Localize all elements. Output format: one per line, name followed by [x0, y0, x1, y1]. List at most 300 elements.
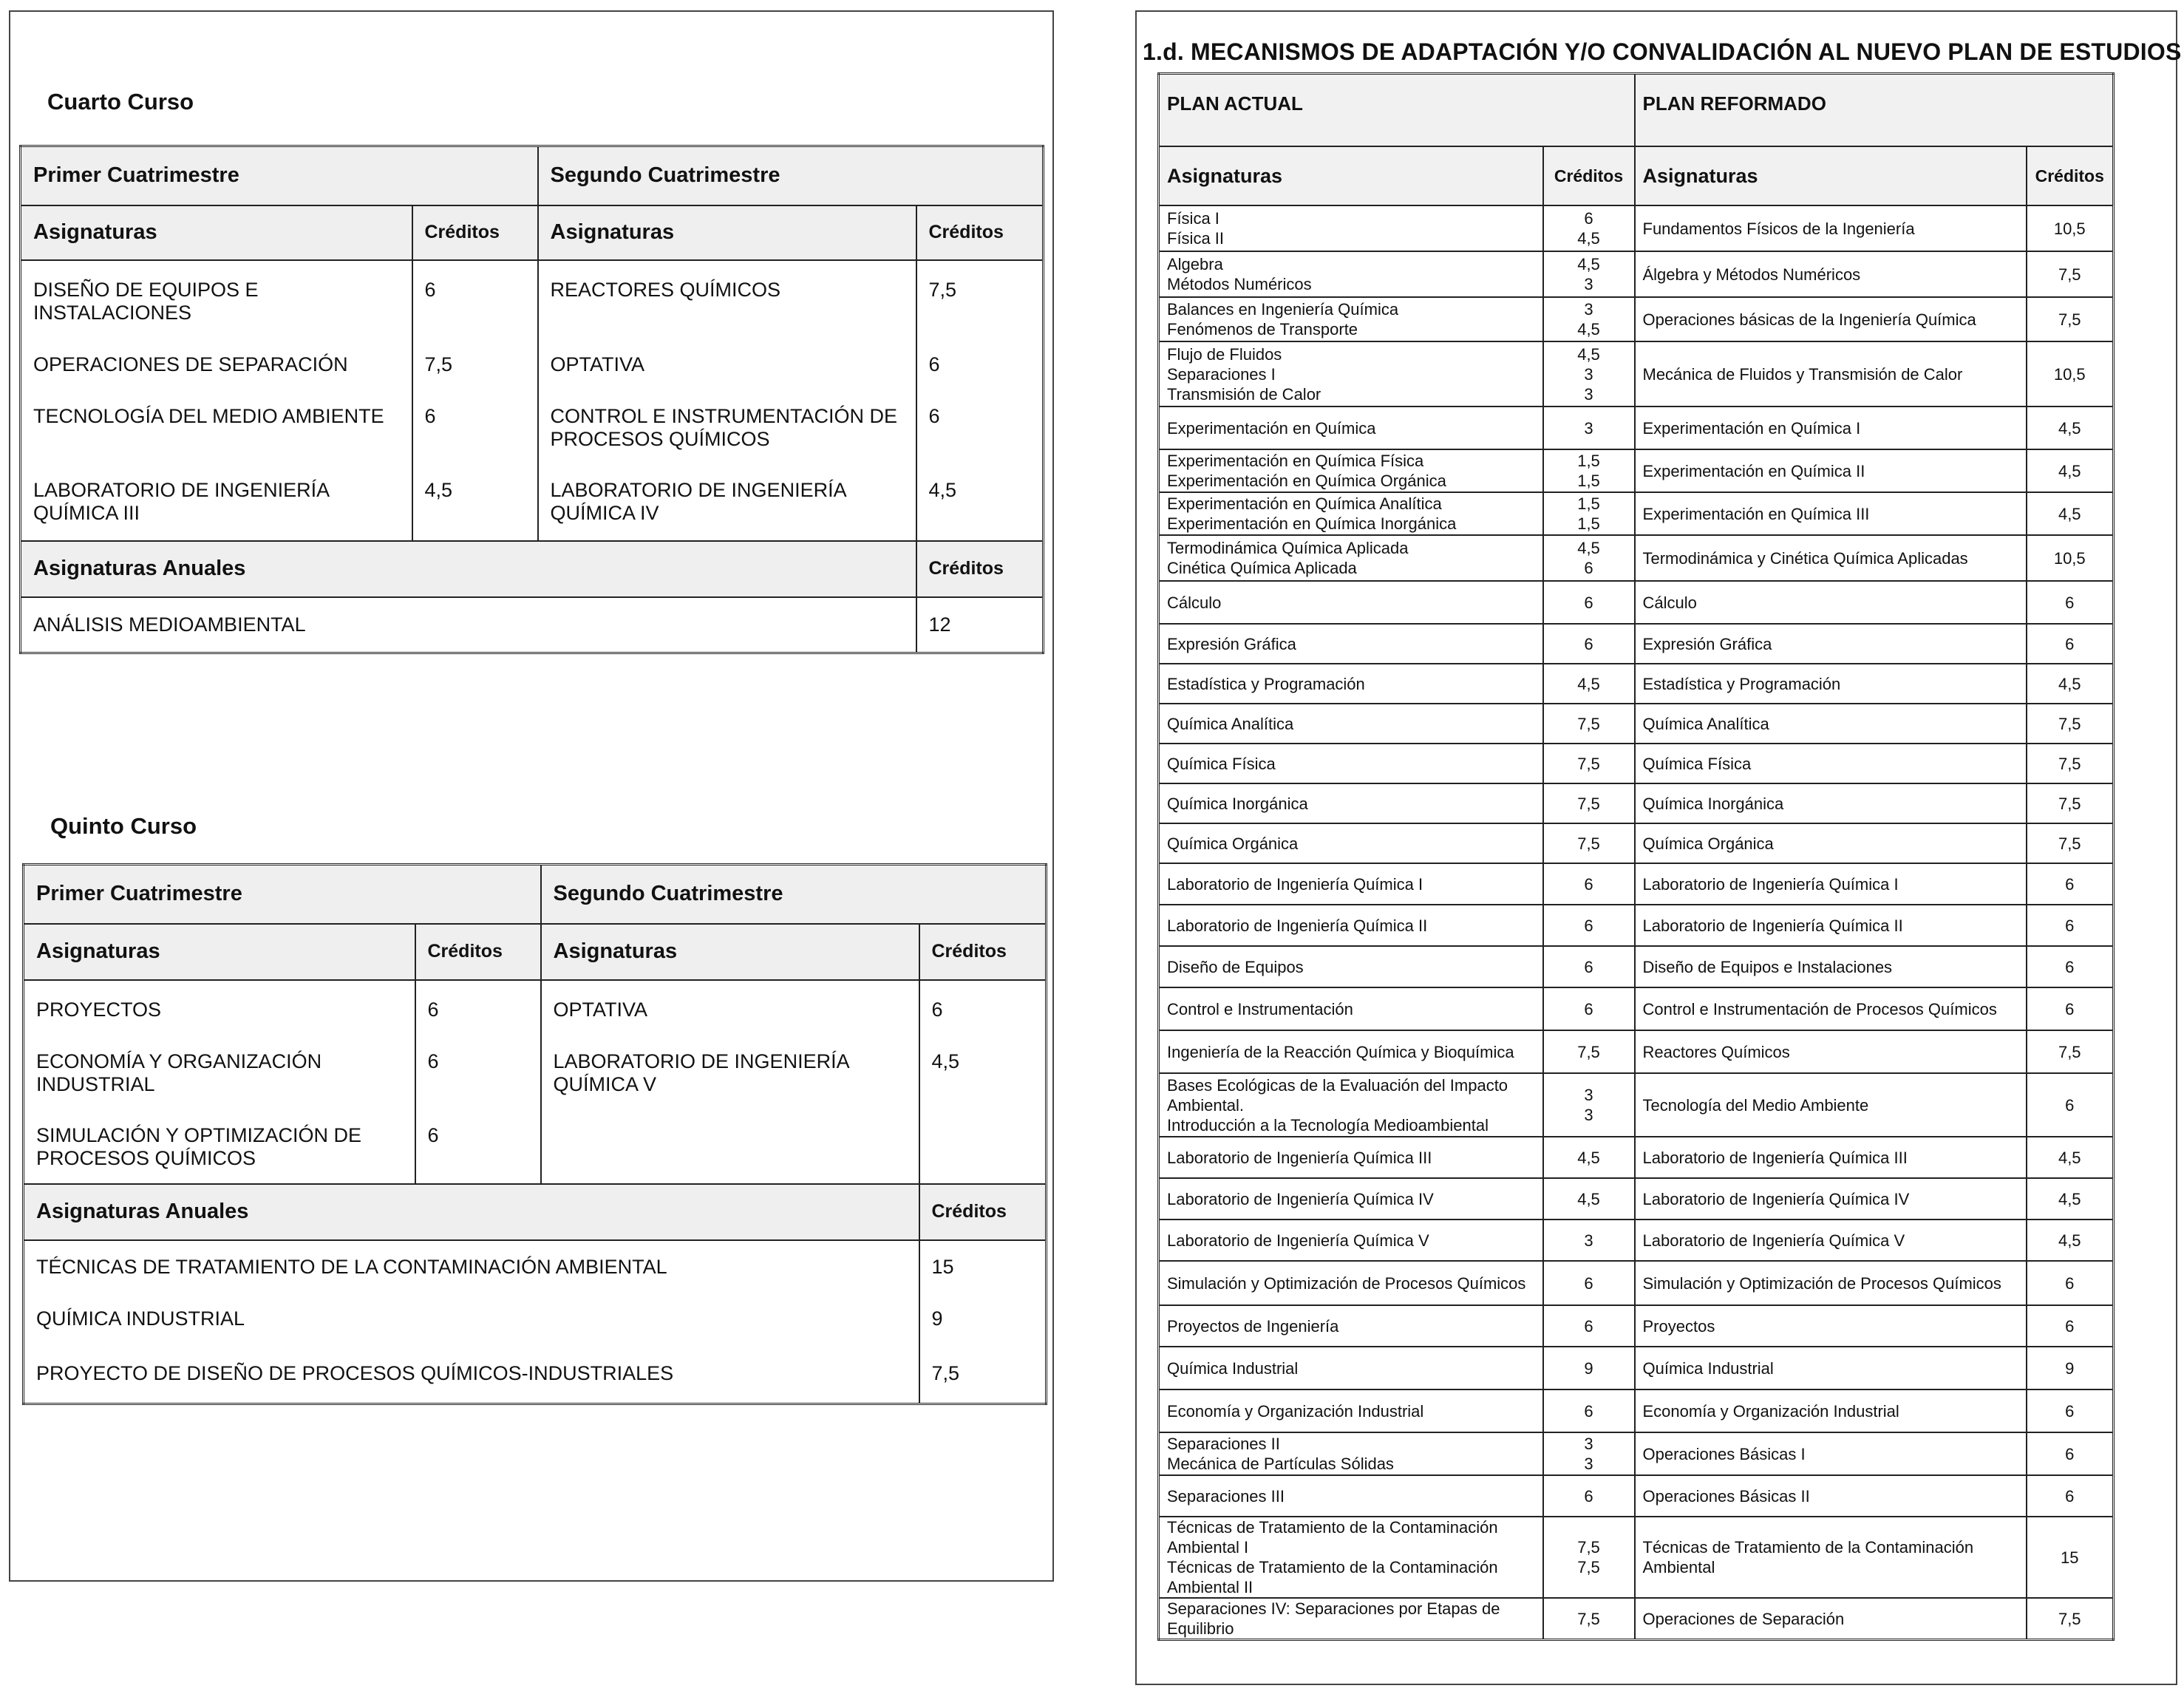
plan-actual-subject: Termodinámica Química Aplicada: [1167, 539, 1409, 557]
plan-actual-credit: 3: [1584, 364, 1593, 384]
plan-actual-subject: Mecánica de Partículas Sólidas: [1167, 1455, 1394, 1473]
plan-reformado-credits: 4,5: [2027, 407, 2114, 449]
plan-actual-credits: [1543, 1178, 1635, 1220]
plan-reformado-subject: Termodinámica y Cinética Química Aplicadas: [1635, 535, 2027, 581]
plan-actual-credit: 3: [1584, 1086, 1593, 1104]
plan-reformado-subject: Laboratorio de Ingeniería Química II: [1635, 905, 2027, 946]
adaptacion-row: [1159, 744, 2114, 783]
plan-actual-credits: [1543, 1598, 1635, 1640]
plan-actual-subject: Bases Ecológicas de la Evaluación del Impacto Ambiental.: [1167, 1075, 1508, 1115]
plan-actual-credits: [1543, 946, 1635, 987]
plan-actual-subjects: [1159, 1475, 1543, 1517]
plan-reformado-subject: Química Analítica: [1635, 704, 2027, 744]
plan-reformado-subject: Diseño de Equipos e Instalaciones: [1635, 946, 2027, 987]
adaptacion-row: [1159, 946, 2114, 987]
plan-actual-subject: Diseño de Equipos: [1167, 957, 1304, 976]
plan-reformado-subject: Expresión Gráfica: [1635, 624, 2027, 664]
segundo-subjects: [538, 260, 916, 541]
adaptacion-row: [1159, 1261, 2114, 1305]
plan-reformado-credits: 7,5: [2027, 783, 2114, 823]
plan-actual-subject: Técnicas de Tratamiento de la Contaminación Ambiental II: [1167, 1558, 1498, 1596]
plan-reformado-credits: 7,5: [2027, 823, 2114, 863]
subject-name: ECONOMÍA Y ORGANIZACIÓN INDUSTRIAL: [36, 1050, 322, 1095]
plan-actual-subjects: [1159, 905, 1543, 946]
plan-actual-subject: Experimentación en Química: [1167, 418, 1376, 438]
plan-reformado-subject: Operaciones básicas de la Ingeniería Química: [1635, 297, 2027, 341]
plan-actual-credit: 6: [1584, 957, 1593, 976]
plan-actual-credits: [1543, 1389, 1635, 1432]
plan-actual-credits: [1543, 449, 1635, 492]
plan-actual-credit: 7,5: [1577, 1609, 1600, 1628]
plan-actual-credits: [1543, 987, 1635, 1030]
plan-reformado-subject: Simulación y Optimización de Procesos Químicos: [1635, 1261, 2027, 1305]
plan-reformado-subject: Control e Instrumentación de Procesos Químicos: [1635, 987, 2027, 1030]
adaptacion-row: [1159, 1305, 2114, 1347]
plan-actual-credits: [1543, 407, 1635, 449]
plan-actual-credit: 3: [1584, 418, 1593, 438]
plan-reformado-subject: Experimentación en Química I: [1635, 407, 2027, 449]
subject-credits: 6: [424, 278, 436, 301]
plan-actual-subjects: [1159, 1261, 1543, 1305]
primer-subjects: [21, 260, 412, 541]
quinto-curso-title: Quinto Curso: [50, 813, 197, 839]
plan-reformado-subject: Proyectos: [1635, 1305, 2027, 1347]
plan-actual-subjects: [1159, 581, 1543, 624]
plan-actual-credit: 4,5: [1577, 539, 1600, 557]
subject-name: LABORATORIO DE INGENIERÍA QUÍMICA IV: [550, 478, 846, 524]
creditos-header: Créditos: [919, 1184, 1047, 1240]
plan-reformado-subject: Laboratorio de Ingeniería Química IV: [1635, 1178, 2027, 1220]
plan-actual-subject: Separaciones III: [1167, 1486, 1285, 1506]
creditos-header: Créditos: [916, 541, 1044, 597]
plan-reformado-credits: 6: [2027, 581, 2114, 624]
segundo-credits: [916, 260, 1044, 541]
asignaturas-anuales-header: Asignaturas Anuales: [24, 1184, 919, 1240]
plan-actual-credits: [1543, 297, 1635, 341]
plan-actual-subjects: [1159, 535, 1543, 581]
plan-actual-subjects: [1159, 1389, 1543, 1432]
segundo-credits: [919, 980, 1047, 1184]
plan-actual-subjects: [1159, 1030, 1543, 1073]
annual-subject-name: ANÁLISIS MEDIOAMBIENTAL: [21, 597, 916, 653]
plan-actual-credit: 6: [1584, 209, 1593, 228]
plan-actual-credit: 1,5: [1577, 472, 1600, 490]
subject-name: OPTATIVA: [553, 998, 648, 1021]
asignaturas-header: Asignaturas: [24, 924, 415, 980]
plan-actual-subject: Técnicas de Tratamiento de la Contaminación Ambiental I: [1167, 1518, 1498, 1557]
plan-reformado-subject: Cálculo: [1635, 581, 2027, 624]
adaptacion-row: [1159, 1598, 2114, 1640]
cuarto-curso-title: Cuarto Curso: [47, 89, 194, 115]
plan-actual-credits: [1543, 863, 1635, 905]
plan-actual-credits: [1543, 1432, 1635, 1475]
asignaturas-anuales-header: Asignaturas Anuales: [21, 541, 916, 597]
asignaturas-header: Asignaturas: [21, 205, 412, 260]
plan-reformado-credits: 4,5: [2027, 1178, 2114, 1220]
plan-reformado-credits: 10,5: [2027, 205, 2114, 251]
plan-actual-subjects: [1159, 1347, 1543, 1389]
plan-actual-subject: Simulación y Optimización de Procesos Químicos: [1167, 1273, 1526, 1293]
adaptacion-row: [1159, 1517, 2114, 1598]
plan-actual-credit: 9: [1584, 1358, 1593, 1378]
subjects-row: [21, 260, 1044, 541]
plan-actual-subject: Laboratorio de Ingeniería Química II: [1167, 916, 1428, 935]
adaptacion-row: [1159, 1073, 2114, 1137]
plan-actual-subjects: [1159, 1598, 1543, 1640]
plan-reformado-credits: 6: [2027, 1432, 2114, 1475]
plan-actual-subjects: [1159, 624, 1543, 664]
plan-reformado-credits: 9: [2027, 1347, 2114, 1389]
plan-reformado-subject: Laboratorio de Ingeniería Química III: [1635, 1137, 2027, 1178]
plan-actual-subject: Experimentación en Química Orgánica: [1167, 472, 1446, 490]
creditos-header: Créditos: [415, 924, 541, 980]
plan-actual-credit: 3: [1584, 300, 1593, 319]
segundo-subjects: [541, 980, 919, 1184]
plan-reformado-subject: Laboratorio de Ingeniería Química I: [1635, 863, 2027, 905]
creditos-header: Créditos: [916, 205, 1044, 260]
adaptacion-row: [1159, 407, 2114, 449]
subject-name: DISEÑO DE EQUIPOS E INSTALACIONES: [33, 278, 259, 324]
plan-actual-subject: Separaciones I: [1167, 364, 1276, 384]
plan-actual-subjects: [1159, 863, 1543, 905]
plan-reformado-credits: 6: [2027, 905, 2114, 946]
plan-actual-credit: 6: [1584, 593, 1593, 612]
plan-actual-subjects: [1159, 1073, 1543, 1137]
plan-actual-credits: [1543, 1475, 1635, 1517]
adaptacion-row: [1159, 624, 2114, 664]
subject-name: LABORATORIO DE INGENIERÍA QUÍMICA V: [553, 1050, 849, 1095]
plan-reformado-credits: 6: [2027, 987, 2114, 1030]
plan-actual-credit: 7,5: [1577, 1558, 1600, 1576]
plan-reformado-subject: Experimentación en Química II: [1635, 449, 2027, 492]
creditos-header: Créditos: [412, 205, 538, 260]
plan-actual-credit: 4,5: [1577, 320, 1600, 339]
plan-reformado-subject: Reactores Químicos: [1635, 1030, 2027, 1073]
adaptacion-body: [1159, 205, 2114, 1640]
primer-cuatrimestre-header: Primer Cuatrimestre: [24, 865, 541, 924]
plan-actual-subjects: [1159, 492, 1543, 535]
plan-actual-subject: Experimentación en Química Física: [1167, 452, 1424, 470]
plan-reformado-subject: Química Inorgánica: [1635, 783, 2027, 823]
annual-subject-name: TÉCNICAS DE TRATAMIENTO DE LA CONTAMINACIÓN AMBIENTAL: [24, 1240, 919, 1293]
plan-actual-credit: 6: [1584, 559, 1593, 577]
plan-actual-credits: [1543, 664, 1635, 704]
plan-actual-credit: 4,5: [1577, 674, 1600, 693]
plan-actual-credits: [1543, 341, 1635, 407]
plan-actual-subjects: [1159, 1220, 1543, 1261]
adaptacion-row: [1159, 1432, 2114, 1475]
plan-actual-credits: [1543, 535, 1635, 581]
plan-actual-subjects: [1159, 251, 1543, 297]
plan-reformado-credits: 7,5: [2027, 704, 2114, 744]
quinto-curso-table: [22, 863, 1047, 1405]
plan-actual-credit: 3: [1584, 275, 1593, 293]
creditos-header: Créditos: [2027, 146, 2114, 205]
plan-actual-subjects: [1159, 1432, 1543, 1475]
adaptacion-row: [1159, 905, 2114, 946]
adaptacion-row: [1159, 987, 2114, 1030]
plan-actual-subject: Economía y Organización Industrial: [1167, 1401, 1424, 1421]
primer-cuatrimestre-header: Primer Cuatrimestre: [21, 146, 538, 205]
plan-actual-credit: 7,5: [1577, 794, 1600, 813]
plan-reformado-subject: Tecnología del Medio Ambiente: [1635, 1073, 2027, 1137]
plan-reformado-credits: 4,5: [2027, 449, 2114, 492]
plan-actual-credit: 6: [1584, 1486, 1593, 1506]
plan-reformado-subject: Técnicas de Tratamiento de la Contaminación Ambiental: [1635, 1517, 2027, 1598]
plan-reformado-credits: 7,5: [2027, 1598, 2114, 1640]
adaptacion-row: [1159, 1475, 2114, 1517]
plan-reformado-credits: 10,5: [2027, 535, 2114, 581]
asignaturas-header: Asignaturas: [538, 205, 916, 260]
plan-actual-credit: 6: [1584, 999, 1593, 1018]
adaptacion-row: [1159, 581, 2114, 624]
subject-credits: 7,5: [424, 353, 453, 375]
plan-actual-subjects: [1159, 1517, 1543, 1598]
adaptacion-row: [1159, 492, 2114, 535]
plan-actual-credit: 7,5: [1577, 1042, 1600, 1061]
cuarto-curso-table: [19, 145, 1044, 654]
subject-credits: 7,5: [928, 278, 957, 301]
plan-actual-credit: 1,5: [1577, 452, 1600, 470]
plan-actual-subjects: [1159, 946, 1543, 987]
plan-actual-credits: [1543, 1030, 1635, 1073]
plan-actual-credits: [1543, 1220, 1635, 1261]
subject-name: PROYECTOS: [36, 998, 162, 1021]
plan-reformado-subject: Química Física: [1635, 744, 2027, 783]
plan-actual-subject: Introducción a la Tecnología Medioambiental: [1167, 1115, 1489, 1135]
plan-reformado-credits: 6: [2027, 1389, 2114, 1432]
plan-actual-subjects: [1159, 823, 1543, 863]
plan-actual-credits: [1543, 905, 1635, 946]
subject-credits: 6: [928, 404, 940, 427]
adaptacion-row: [1159, 535, 2114, 581]
plan-actual-subject: Química Inorgánica: [1167, 794, 1308, 813]
plan-actual-credits: [1543, 581, 1635, 624]
plan-actual-credits: [1543, 624, 1635, 664]
subject-name: TECNOLOGÍA DEL MEDIO AMBIENTE: [33, 404, 384, 427]
plan-actual-credit: 3: [1584, 1455, 1593, 1473]
primer-subjects: [24, 980, 415, 1184]
subject-name: REACTORES QUÍMICOS: [550, 278, 781, 301]
adaptacion-row: [1159, 205, 2114, 251]
plan-actual-subject: Física II: [1167, 229, 1225, 248]
plan-actual-subjects: [1159, 783, 1543, 823]
plan-actual-subject: Química Física: [1167, 754, 1276, 773]
adaptacion-row: [1159, 1347, 2114, 1389]
adaptacion-row: [1159, 1178, 2114, 1220]
plan-reformado-subject: Economía y Organización Industrial: [1635, 1389, 2027, 1432]
plan-reformado-credits: 7,5: [2027, 744, 2114, 783]
plan-actual-subject: Experimentación en Química Analítica: [1167, 494, 1442, 513]
adaptacion-row: [1159, 783, 2114, 823]
creditos-header: Créditos: [919, 924, 1047, 980]
plan-actual-subject: Laboratorio de Ingeniería Química IV: [1167, 1189, 1434, 1208]
plan-actual-credit: 3: [1584, 1106, 1593, 1124]
annual-subject-name: PROYECTO DE DISEÑO DE PROCESOS QUÍMICOS-INDUSTRIALES: [24, 1345, 919, 1404]
plan-actual-credits: [1543, 1261, 1635, 1305]
subject-credits: 6: [427, 1123, 439, 1146]
subjects-row: [24, 980, 1047, 1184]
plan-reformado-credits: 4,5: [2027, 1137, 2114, 1178]
plan-reformado-credits: 7,5: [2027, 251, 2114, 297]
plan-reformado-credits: 4,5: [2027, 492, 2114, 535]
plan-actual-credit: 4,5: [1577, 1189, 1600, 1208]
plan-actual-subjects: [1159, 744, 1543, 783]
plan-actual-credits: [1543, 492, 1635, 535]
plan-actual-subject: Experimentación en Química Inorgánica: [1167, 514, 1457, 533]
plan-actual-credit: 4,5: [1577, 229, 1600, 248]
plan-actual-credits: [1543, 783, 1635, 823]
segundo-cuatrimestre-header: Segundo Cuatrimestre: [541, 865, 1047, 924]
adaptacion-table: [1157, 72, 2115, 1641]
plan-reformado-credits: 6: [2027, 863, 2114, 905]
plan-actual-credit: 4,5: [1577, 255, 1600, 273]
subject-credits: 6: [424, 404, 436, 427]
plan-actual-subjects: [1159, 1137, 1543, 1178]
adaptacion-row: [1159, 297, 2114, 341]
subject-credits: 6: [928, 353, 940, 375]
annual-subject-credits: 15: [919, 1240, 1047, 1293]
asignaturas-header: Asignaturas: [1635, 146, 2027, 205]
adaptacion-row: [1159, 823, 2114, 863]
plan-actual-credit: 1,5: [1577, 494, 1600, 513]
plan-actual-credits: [1543, 823, 1635, 863]
plan-reformado-subject: Álgebra y Métodos Numéricos: [1635, 251, 2027, 297]
plan-actual-credit: 6: [1584, 916, 1593, 935]
adaptacion-row: [1159, 449, 2114, 492]
plan-reformado-credits: 6: [2027, 1475, 2114, 1517]
segundo-cuatrimestre-header: Segundo Cuatrimestre: [538, 146, 1044, 205]
adaptacion-row: [1159, 341, 2114, 407]
asignaturas-header: Asignaturas: [1159, 146, 1543, 205]
plan-reformado-credits: 6: [2027, 946, 2114, 987]
plan-actual-credits: [1543, 251, 1635, 297]
plan-actual-subject: Separaciones IV: Separaciones por Etapas de Equilibrio: [1167, 1599, 1500, 1638]
plan-reformado-subject: Química Orgánica: [1635, 823, 2027, 863]
adaptacion-row: [1159, 1389, 2114, 1432]
subject-name: CONTROL E INSTRUMENTACIÓN DE PROCESOS QUÍMICOS: [550, 404, 898, 450]
plan-actual-subject: Cinética Química Aplicada: [1167, 559, 1357, 577]
plan-actual-subject: Balances en Ingeniería Química: [1167, 300, 1399, 319]
plan-actual-subjects: [1159, 987, 1543, 1030]
adaptacion-row: [1159, 1030, 2114, 1073]
subject-name: SIMULACIÓN Y OPTIMIZACIÓN DE PROCESOS QUÍMICOS: [36, 1123, 362, 1169]
plan-actual-subject: Algebra: [1167, 255, 1223, 273]
plan-actual-subjects: [1159, 664, 1543, 704]
plan-actual-credit: 6: [1584, 1316, 1593, 1336]
plan-actual-subject: Expresión Gráfica: [1167, 634, 1296, 653]
subject-credits: 6: [427, 998, 439, 1021]
plan-actual-subject: Ingeniería de la Reacción Química y Bioquímica: [1167, 1042, 1514, 1061]
plan-actual-subjects: [1159, 704, 1543, 744]
plan-actual-subject: Control e Instrumentación: [1167, 999, 1353, 1018]
plan-reformado-subject: Estadística y Programación: [1635, 664, 2027, 704]
plan-reformado-credits: 7,5: [2027, 297, 2114, 341]
plan-reformado-credits: 4,5: [2027, 1220, 2114, 1261]
plan-actual-subject: Química Orgánica: [1167, 834, 1299, 853]
plan-actual-credits: [1543, 1347, 1635, 1389]
plan-actual-subject: Cálculo: [1167, 593, 1222, 612]
plan-actual-subjects: [1159, 297, 1543, 341]
plan-reformado-subject: Laboratorio de Ingeniería Química V: [1635, 1220, 2027, 1261]
adaptacion-row: [1159, 704, 2114, 744]
plan-actual-credit: 6: [1584, 634, 1593, 653]
plan-actual-credits: [1543, 1517, 1635, 1598]
plan-reformado-header: PLAN REFORMADO: [1635, 74, 2114, 147]
annual-subject-credits: 7,5: [919, 1345, 1047, 1404]
plan-actual-subject: Métodos Numéricos: [1167, 275, 1312, 293]
plan-actual-subject: Química Industrial: [1167, 1358, 1299, 1378]
plan-actual-subject: Flujo de Fluidos: [1167, 344, 1282, 364]
annual-subject-name: QUÍMICA INDUSTRIAL: [24, 1293, 919, 1345]
plan-actual-credits: [1543, 1073, 1635, 1137]
subject-credits: 4,5: [928, 478, 957, 501]
plan-actual-subject: Laboratorio de Ingeniería Química V: [1167, 1231, 1429, 1250]
adaptacion-row: [1159, 1220, 2114, 1261]
plan-actual-subject: Transmisión de Calor: [1167, 384, 1321, 404]
plan-actual-credit: 6: [1584, 1273, 1593, 1293]
plan-actual-credits: [1543, 1305, 1635, 1347]
plan-actual-subject: Física I: [1167, 209, 1219, 228]
plan-actual-subjects: [1159, 1178, 1543, 1220]
plan-reformado-credits: 6: [2027, 1305, 2114, 1347]
plan-actual-credits: [1543, 205, 1635, 251]
plan-actual-subject: Separaciones II: [1167, 1435, 1280, 1453]
adaptacion-row: [1159, 863, 2114, 905]
plan-actual-credit: 7,5: [1577, 754, 1600, 773]
primer-credits: [412, 260, 538, 541]
annual-subject-credits: 12: [916, 597, 1044, 653]
plan-actual-credit: 7,5: [1577, 714, 1600, 733]
plan-actual-credit: 3: [1584, 384, 1593, 404]
plan-reformado-credits: 10,5: [2027, 341, 2114, 407]
plan-actual-credit: 3: [1584, 1231, 1593, 1250]
plan-actual-header: PLAN ACTUAL: [1159, 74, 1635, 147]
plan-actual-credit: 3: [1584, 1435, 1593, 1453]
plan-reformado-credits: 4,5: [2027, 664, 2114, 704]
plan-actual-subjects: [1159, 407, 1543, 449]
subject-credits: 6: [931, 998, 943, 1021]
plan-actual-subjects: [1159, 205, 1543, 251]
plan-reformado-credits: 6: [2027, 1261, 2114, 1305]
subject-name: LABORATORIO DE INGENIERÍA QUÍMICA III: [33, 478, 329, 524]
plan-actual-credits: [1543, 744, 1635, 783]
adaptacion-row: [1159, 664, 2114, 704]
plan-actual-credit: 7,5: [1577, 1538, 1600, 1557]
plan-actual-subjects: [1159, 1305, 1543, 1347]
adaptacion-row: [1159, 251, 2114, 297]
plan-actual-credit: 4,5: [1577, 1148, 1600, 1167]
plan-actual-credit: 1,5: [1577, 514, 1600, 533]
plan-actual-subjects: [1159, 341, 1543, 407]
subject-credits: 6: [427, 1050, 439, 1072]
plan-reformado-credits: 6: [2027, 1073, 2114, 1137]
plan-reformado-subject: Operaciones de Separación: [1635, 1598, 2027, 1640]
plan-reformado-subject: Operaciones Básicas II: [1635, 1475, 2027, 1517]
plan-actual-subjects: [1159, 449, 1543, 492]
plan-actual-credits: [1543, 704, 1635, 744]
subject-name: OPTATIVA: [550, 353, 645, 375]
plan-actual-credit: 6: [1584, 874, 1593, 894]
plan-reformado-subject: Mecánica de Fluidos y Transmisión de Calor: [1635, 341, 2027, 407]
subject-name: OPERACIONES DE SEPARACIÓN: [33, 353, 348, 375]
subject-credits: 4,5: [424, 478, 453, 501]
plan-actual-credits: [1543, 1137, 1635, 1178]
adaptacion-title: 1.d. MECANISMOS DE ADAPTACIÓN Y/O CONVALIDACIÓN AL NUEVO PLAN DE ESTUDIOS: [1143, 38, 2182, 65]
creditos-header: Créditos: [1543, 146, 1635, 205]
plan-actual-subject: Química Analítica: [1167, 714, 1294, 733]
plan-actual-credit: 7,5: [1577, 834, 1600, 853]
